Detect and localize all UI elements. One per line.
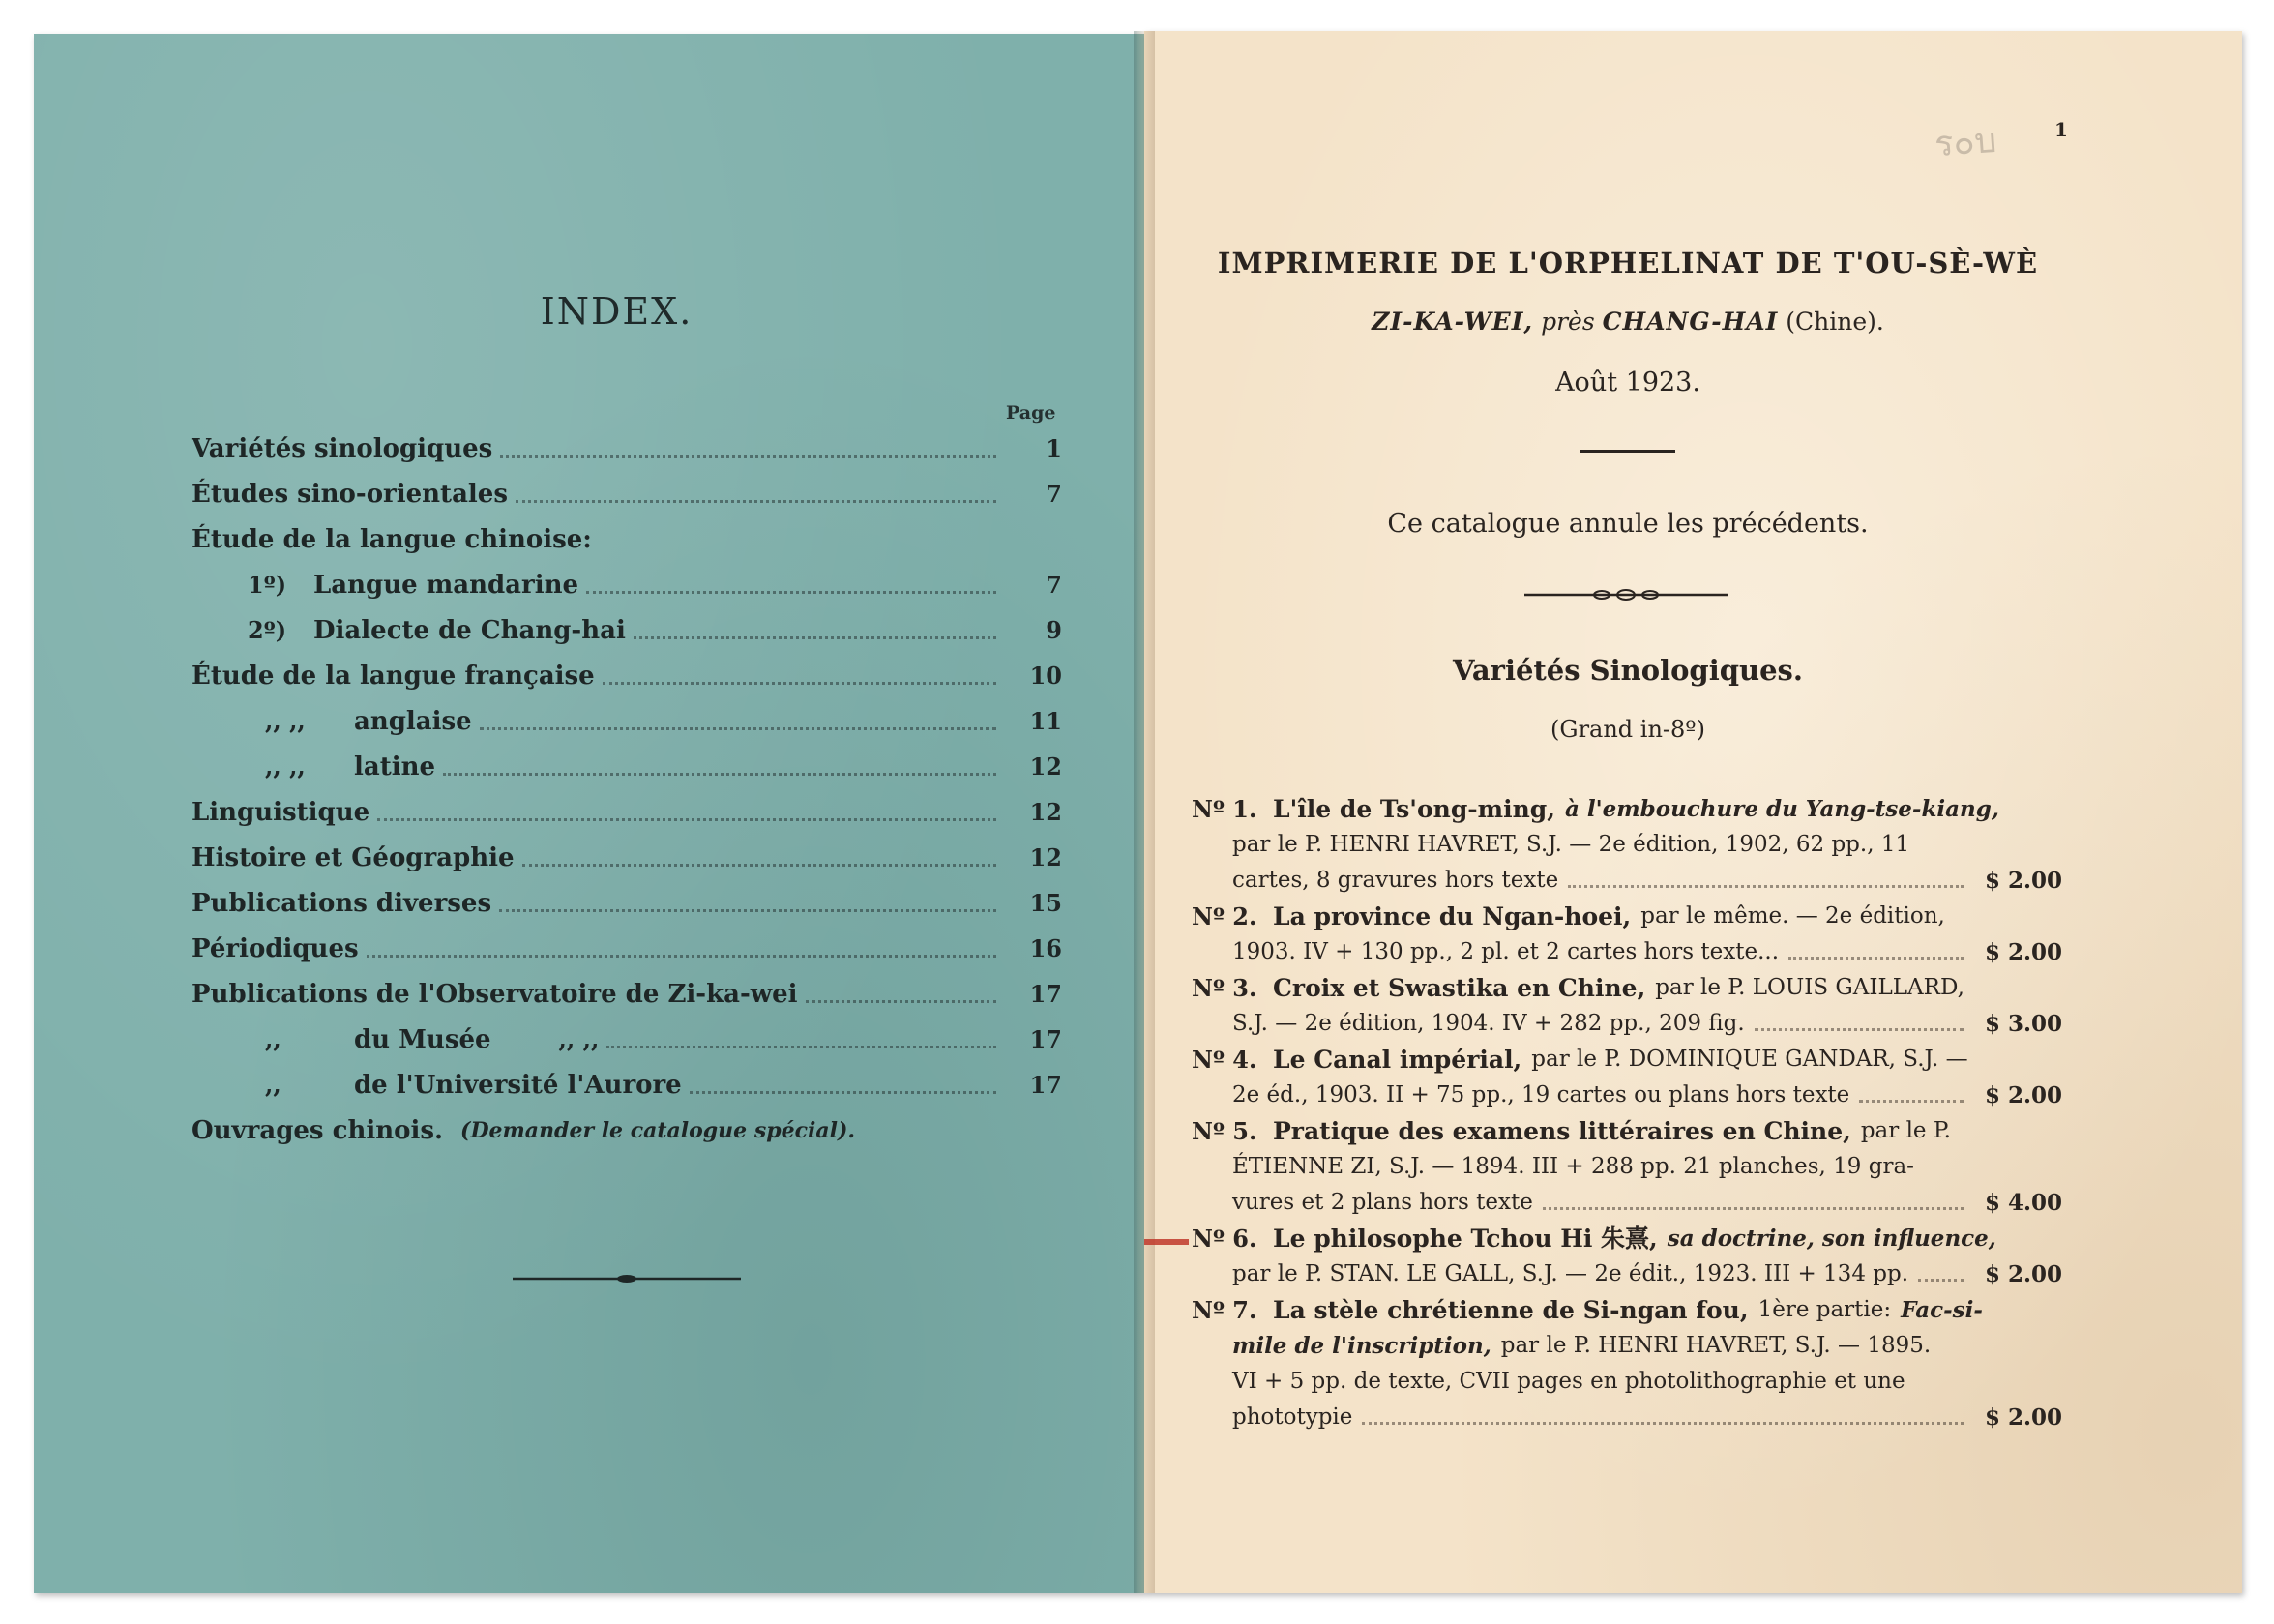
dot-leader — [516, 500, 996, 503]
book-gutter — [1134, 31, 1155, 1593]
ditto-mark: ,, ,, — [558, 1025, 600, 1053]
dot-leader — [1362, 1422, 1964, 1425]
section-title: Variétés Sinologiques. — [1453, 654, 1803, 687]
entry-text: par le P. LOUIS GAILLARD, — [1655, 975, 1964, 1000]
index-row-label: Histoire et Géographie — [192, 842, 515, 872]
location-near: près — [1541, 308, 1595, 336]
location-country: (Chine). — [1786, 308, 1884, 336]
index-row-label: Linguistique — [192, 797, 370, 827]
index-row-page: 17 — [1029, 980, 1062, 1008]
index-row-label: du Musée — [354, 1024, 491, 1054]
index-title: INDEX. — [540, 290, 694, 333]
entry-text: vures et 2 plans hors texte — [1232, 1190, 1533, 1215]
entry-line — [1192, 1364, 2062, 1400]
index-row-label: anglaise — [354, 706, 472, 736]
entry-text: par le P. STAN. LE GALL, S.J. — 2e édit., 1923. III + 134 pp. — [1232, 1261, 1909, 1286]
entry-text: VI + 5 pp. de texte, CVII pages en photolithographie et une — [1232, 1369, 1905, 1394]
index-row-page: 11 — [1029, 707, 1062, 735]
catalogue-entry — [1192, 1221, 2062, 1292]
dot-leader — [499, 909, 996, 912]
entry-line — [1192, 1221, 2062, 1256]
ditto-mark: ,, ,, — [265, 707, 306, 735]
catalogue-entry — [1192, 1292, 2062, 1435]
dot-leader — [377, 818, 996, 821]
index-row-page: 12 — [1029, 843, 1062, 871]
red-pencil-mark — [1144, 1239, 1189, 1245]
index-row-page: 1 — [1046, 434, 1062, 462]
pencil-note: ร๐บ — [1933, 120, 1998, 165]
entry-line — [1192, 1256, 2062, 1292]
dot-leader — [1755, 1028, 1964, 1031]
catalogue-entry — [1192, 1042, 2062, 1113]
index-row — [192, 926, 1062, 971]
index-row — [192, 1107, 1062, 1153]
entry-line — [1192, 1292, 2062, 1328]
dot-leader — [522, 864, 996, 867]
index-row — [192, 517, 1062, 562]
entry-italic: Fac-si- — [1901, 1297, 1983, 1323]
dot-leader — [367, 955, 996, 958]
entry-price: $ 4.00 — [1984, 1190, 2062, 1216]
index-row-page: 7 — [1046, 571, 1062, 599]
page-column-header: Page — [1006, 402, 1056, 424]
ditto-mark: ,, ,, — [265, 753, 306, 781]
entry-number: Nº 3. — [1192, 974, 1257, 1002]
entry-italic: mile de l'inscription, — [1232, 1333, 1491, 1359]
entry-italic: à l'embouchure du Yang-tse-kiang, — [1564, 796, 1999, 822]
entry-price: $ 2.00 — [1984, 939, 2062, 965]
entry-number: Nº 1. — [1192, 795, 1257, 823]
dot-leader — [443, 773, 996, 776]
entry-line — [1192, 1149, 2062, 1185]
catalogue-entry — [1192, 791, 2062, 899]
entry-text: par le P. — [1860, 1118, 1951, 1143]
dot-leader — [1543, 1207, 1964, 1210]
index-row-page: 16 — [1029, 934, 1062, 962]
index-row-label: latine — [354, 752, 436, 782]
entry-line — [1192, 970, 2062, 1006]
index-row-page: 17 — [1029, 1071, 1062, 1099]
entry-price: $ 2.00 — [1984, 1082, 2062, 1108]
annul-notice: Ce catalogue annule les précédents. — [1387, 509, 1869, 539]
entry-line — [1192, 1006, 2062, 1042]
entry-number: Nº 5. — [1192, 1117, 1257, 1145]
entry-text: S.J. — 2e édition, 1904. IV + 282 pp., 209 fig. — [1232, 1011, 1745, 1036]
index-row-label: Ouvrages chinois. — [192, 1115, 444, 1145]
entry-text: par le P. HENRI HAVRET, S.J. — 2e édition, 1902, 62 pp., 11 — [1232, 832, 1910, 857]
entry-title: Le philosophe Tchou Hi 朱熹, — [1273, 1225, 1658, 1253]
index-row — [192, 835, 1062, 880]
ditto-mark: ,, — [265, 1025, 281, 1053]
index-row — [192, 698, 1062, 744]
entry-line — [1192, 1328, 2062, 1364]
catalogue-date: Août 1923. — [1555, 368, 1700, 398]
entry-text: cartes, 8 gravures hors texte — [1232, 868, 1559, 893]
catalogue-entry — [1192, 899, 2062, 970]
entry-title: La stèle chrétienne de Si-ngan fou, — [1273, 1296, 1749, 1324]
dot-leader — [634, 636, 996, 639]
index-row-label: Variétés sinologiques — [192, 433, 493, 463]
entry-line — [1192, 1113, 2062, 1149]
printer-location — [1193, 308, 2063, 336]
catalogue-entry — [1192, 970, 2062, 1042]
entry-title: L'île de Ts'ong-ming, — [1273, 795, 1555, 823]
index-row — [192, 471, 1062, 517]
dot-leader — [1859, 1100, 1964, 1103]
index-row-number: 1º) — [248, 571, 287, 599]
index-row-page: 15 — [1029, 889, 1062, 917]
dot-leader — [480, 727, 996, 730]
entry-italic: sa doctrine, son influence, — [1667, 1225, 1996, 1252]
entry-text: 2e éd., 1903. II + 75 pp., 19 cartes ou plans hors texte — [1232, 1082, 1850, 1107]
printer-heading: IMPRIMERIE DE L'ORPHELINAT DE T'OU-SÈ-WÈ — [1217, 247, 2039, 280]
index-row-page: 9 — [1046, 616, 1062, 644]
index-row — [192, 1062, 1062, 1107]
index-row-note: (Demander le catalogue spécial). — [460, 1117, 856, 1143]
entry-price: $ 3.00 — [1984, 1011, 2062, 1037]
location-city: ZI-KA-WEI, — [1372, 308, 1534, 336]
ornament-rule — [513, 1273, 741, 1284]
dot-leader — [603, 682, 996, 685]
entry-title: La province du Ngan-hoei, — [1273, 902, 1632, 930]
entry-text: 1ère partie: — [1757, 1297, 1892, 1322]
index-row-label: Dialecte de Chang-hai — [313, 615, 626, 645]
page-number: 1 — [2054, 118, 2068, 141]
entry-line — [1192, 1185, 2062, 1221]
entry-text: phototypie — [1232, 1404, 1353, 1430]
index-row-label: Étude de la langue française — [192, 661, 595, 691]
ditto-mark: ,, — [265, 1071, 281, 1099]
entry-price: $ 2.00 — [1984, 1404, 2062, 1431]
index-row — [192, 971, 1062, 1017]
entry-line — [1192, 934, 2062, 970]
index-list — [192, 426, 1062, 1153]
index-row-page: 12 — [1029, 753, 1062, 781]
location-region: CHANG-HAI — [1602, 308, 1779, 336]
entry-line — [1192, 1042, 2062, 1078]
dot-leader — [1918, 1279, 1964, 1282]
catalogue-entry — [1192, 1113, 2062, 1221]
entry-price: $ 2.00 — [1984, 1261, 2062, 1287]
entry-text: ÉTIENNE ZI, S.J. — 1894. III + 288 pp. 21 planches, 19 gra- — [1232, 1154, 1914, 1179]
index-row-label: Études sino-orientales — [192, 479, 508, 509]
entry-line — [1192, 1078, 2062, 1113]
index-row — [192, 789, 1062, 835]
index-row — [192, 562, 1062, 607]
entry-line — [1192, 899, 2062, 934]
entry-title: Le Canal impérial, — [1273, 1046, 1522, 1074]
entry-line — [1192, 791, 2062, 827]
dot-leader — [586, 591, 996, 594]
short-rule — [1580, 450, 1675, 453]
index-row-label: Étude de la langue chinoise: — [192, 524, 592, 554]
index-row — [192, 880, 1062, 926]
entry-text: par le P. DOMINIQUE GANDAR, S.J. — — [1531, 1047, 1968, 1072]
entry-text: par le même. — 2e édition, — [1640, 903, 1945, 929]
entry-number: Nº 4. — [1192, 1046, 1257, 1074]
entry-line — [1192, 827, 2062, 863]
entry-number: Nº 2. — [1192, 902, 1257, 930]
index-row — [192, 607, 1062, 653]
dot-leader — [1568, 885, 1964, 888]
index-row-page: 17 — [1029, 1025, 1062, 1053]
index-row-label: Langue mandarine — [313, 570, 579, 600]
dot-leader — [606, 1046, 996, 1048]
entry-title: Pratique des examens littéraires en Chine, — [1273, 1117, 1851, 1145]
index-row — [192, 744, 1062, 789]
index-row — [192, 426, 1062, 471]
entry-number: Nº 6. — [1192, 1225, 1257, 1253]
index-row — [192, 653, 1062, 698]
entry-line — [1192, 863, 2062, 899]
index-row — [192, 1017, 1062, 1062]
index-row-page: 12 — [1029, 798, 1062, 826]
index-row-label: Périodiques — [192, 933, 359, 963]
dot-leader — [1788, 957, 1964, 960]
dot-leader — [500, 455, 996, 458]
dot-leader — [690, 1091, 996, 1094]
ornament-rule — [1524, 587, 1728, 603]
section-format: (Grand in-8º) — [1550, 716, 1705, 743]
index-row-label: Publications diverses — [192, 888, 492, 918]
index-row-page: 10 — [1029, 662, 1062, 690]
index-row-label: Publications de l'Observatoire de Zi-ka-wei — [192, 979, 798, 1009]
catalogue-entries — [1192, 791, 2062, 1435]
entry-text: par le P. HENRI HAVRET, S.J. — 1895. — [1500, 1333, 1932, 1358]
index-row-page: 7 — [1046, 480, 1062, 508]
entry-title: Croix et Swastika en Chine, — [1273, 974, 1646, 1002]
entry-line — [1192, 1400, 2062, 1435]
index-row-label: de l'Université l'Aurore — [354, 1070, 682, 1100]
entry-text: 1903. IV + 130 pp., 2 pl. et 2 cartes hors texte... — [1232, 939, 1780, 964]
entry-number: Nº 7. — [1192, 1296, 1257, 1324]
index-row-number: 2º) — [248, 616, 287, 644]
dot-leader — [806, 1000, 996, 1003]
entry-price: $ 2.00 — [1984, 868, 2062, 894]
